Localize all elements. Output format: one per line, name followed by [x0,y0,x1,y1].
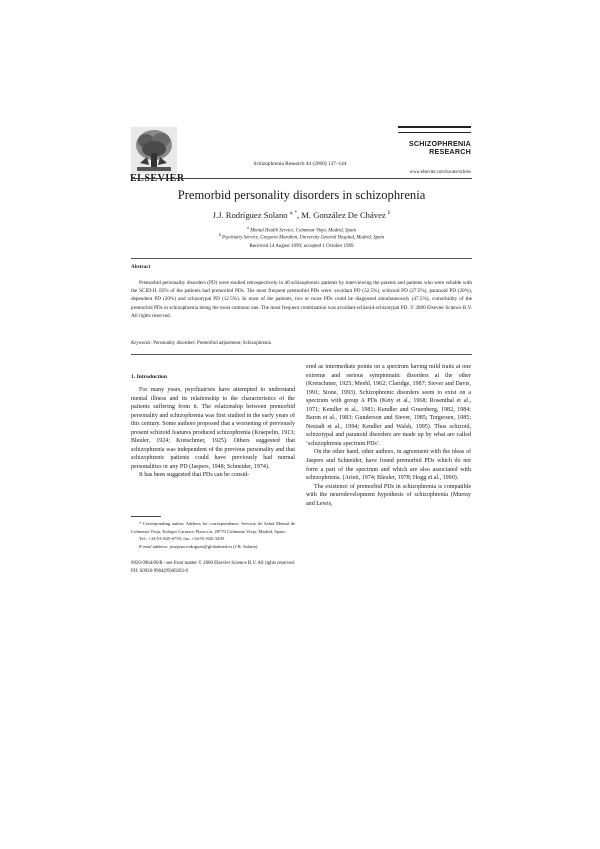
author-2: M. González De Chávez [301,210,386,220]
affiliation-a-text: Mental Health Service, Colmenar Viejo, Madrid, Spain [250,228,357,234]
footnote [131,520,295,551]
abstract-heading: Abstract [131,264,151,270]
journal-rule [398,126,471,128]
paragraph: The existence of premorbid PDs in schizophrenia is compatible with the neurodevelopment hypothesis of schizophrenia (Murray and Lewis, [306,483,471,507]
abstract-text: Premorbid personality disorders (PD) were studied retrospectively in 40 schizophrenic patients by interviewing the parents and patients who were reliable with the SCID-II. 85% of the patients had premorbid PDs. The most frequent premorbid PDs were: avoidant PD (32.5%), schizoid PD (27.5%), paranoid PD (20%), dependent PD (20%) and schizotypal PD (12.5%). In most of the patients, two or more PDs could be diagnosed simultaneously (47.5%), comorbidity of the premorbid PDs in schizophrenia being the most common one. The most frequent combination was avoidant-schizoid-schizotypal PD. © 2000 Elsevier Science B.V. All rights reserved. [131,280,472,319]
paper-title: Premorbid personality disorders in schizophrenia [177,188,426,202]
footnote-rule [131,516,161,517]
affiliation-a-mark: a [246,225,249,230]
journal-url[interactable]: www.elsevier.com/locate/schres [409,170,471,175]
journal-title-line-1: SCHIZOPHRENIA [408,139,471,148]
paragraph: ered as intermediate points on a spectrum having mild traits at one extreme and serious symptomatic disorders at the other (Kretschmer, 1925; Meehl, 1962; Claridge, 1987; Siever and Davis, 1991; Stone, 1993). Schizophrenic disorders seem to exist on a spectrum with group A PDs (Kety et al., 1968; Rosenthal et al., 1971; Kendler et al., 1981; Kendler and Gruenberg, 1982, 1984; Baron et al., 1983; Gunderson and Siever, 1985; Torgersen, 1985; Nestadt et al., 1994; Kendler and Walsh, 1995). Thus schizoid, schizotypal and paranoid disorders are made up by what are called ‘schizophrenia spectrum PDs’. [306,364,471,447]
copyright-line: 0920-9964/00/$ - see front matter © 2000 Elsevier Science B.V. All rights reserved. [131,561,296,566]
received-dates: Received 14 August 1999; accepted 1 October 1999 [249,244,354,249]
footnote-email-label: E-mail address: [139,544,169,550]
journal-title [380,140,471,156]
abstract-bottom-rule [131,354,472,355]
elsevier-tree-logo-icon [131,127,177,174]
section-heading-introduction: 1. Introduction [131,374,167,380]
affiliation-b-text: Psychiatry Service, Gregorio Marañón, University General Hospital, Madrid, Spain [222,235,385,241]
author-1-affiliation-mark: a, * [289,211,297,217]
abstract-top-rule [131,258,472,259]
affiliation-b-mark: b [218,232,221,237]
body-column-left [131,386,295,480]
keywords-label: Keywords: [131,341,153,346]
keywords-text: Personality disorders; Premorbid adjustment; Schizophrenia [153,341,271,346]
paragraph: On the other hand, other authors, in agreement with the ideas of Jaspers and Schneider, have found premorbid PDs which do not form a part of the spectrum and which are also associated with schizophrenia. (Arieti, 1974; Bleuler, 1978; Hogg et al., 1990). [306,449,471,482]
journal-title-line-2: RESEARCH [429,147,471,156]
journal-rule [398,132,471,133]
copyright-info [131,560,431,575]
body-column-right [306,363,471,508]
footnote-contact: Tel.: +34-91-845-6759; fax: +34-91-845-3439. [139,536,226,542]
journal-citation: Schizophrenia Research 44 (2000) 137–144 [253,161,347,167]
author-2-affiliation-mark: b [387,211,391,217]
authors: J.J. Rodríguez Solano $^{a, *}$, M. González De Chávez $^b$ [212,210,391,220]
paragraph: For many years, psychiatrists have attempted to understand mental illness and its relationship to the characteristics of the patients suffering from it. The relationship between premorbid personality and schizophrenia was first studied in the early years of this century. Some authors proposed that a worsening of previously present schizoid features produced schizophrenia (Kraepelin, 1913; Bleuler, 1924; Kretschmer, 1925). Others suggested that schizophrenia was independent of the previous personality and that schizophrenic patients could have previously had normal personalities or any PD (Jaspers, 1948; Schneider, 1974). [131,387,295,470]
header-divider [131,178,472,179]
footnote-email[interactable]: josejuan.rodriguez@globalmed.es (J.R. Solano) [169,544,258,550]
affiliation-b [131,232,472,241]
keywords [131,341,472,346]
paragraph: It has been suggested that PDs can be consid- [139,472,250,479]
author-1: J.J. Rodríguez Solano [212,210,288,220]
footnote-email-line [131,543,295,551]
pii-line: PII: S0920-9964(99)00203-0 [131,568,188,574]
footnote-corresponding: * Corresponding author. Address for correspondence: Servicio de Salud Mental de Colmenar Viejo, Eulogio Carrasco Plaza s/n, 28770 Colmenar Viejo, Madrid, Spain. [131,521,295,534]
